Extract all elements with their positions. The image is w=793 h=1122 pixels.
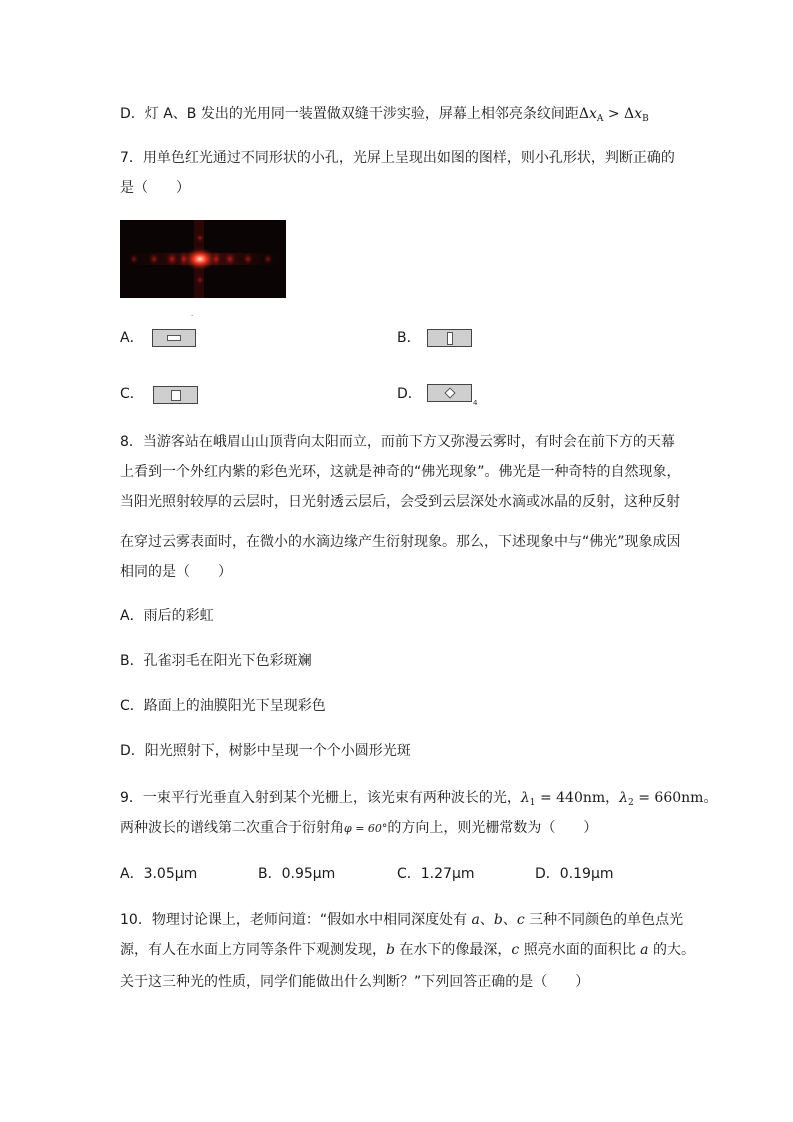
q7-line1: 7．用单色红光通过不同形状的小孔，光屏上呈现出如图的图样，则小孔形状，判断正确的 — [120, 150, 675, 166]
q7-option-d-label: D． — [397, 386, 422, 402]
q10-line2-post: 的大。 — [648, 942, 695, 958]
q9-option-c: C．1.27μm — [397, 866, 475, 882]
lambda-2: λ — [619, 790, 629, 806]
q8-option-c: C．路面上的油膜阳光下呈现彩色 — [120, 698, 326, 714]
q10-line2-mid: 在水下的像最深， — [394, 942, 512, 958]
image-dot: . — [191, 310, 194, 318]
var-a: a — [471, 912, 480, 928]
q9-option-d: D．0.19μm — [535, 866, 614, 882]
q8-option-b: B．孔雀羽毛在阳光下色彩斑斓 — [120, 653, 312, 669]
q8-line1: 8．当游客站在峨眉山山顶背向太阳而立，而前下方又弥漫云雾时，有时会在前下方的天幕 — [120, 434, 675, 450]
vertical-slit-hole — [447, 332, 453, 345]
lambda-1-sub: 1 — [529, 798, 536, 808]
gt-delta: > Δ — [603, 106, 635, 122]
q7-option-a-label: A． — [120, 330, 144, 346]
diffraction-pattern-image — [120, 220, 286, 298]
var-b-2: b — [386, 942, 395, 958]
q10-line3: 关于这三种光的性质，同学们能做出什么判断？”下列回答正确的是（ ） — [120, 974, 590, 990]
var-c: c — [516, 912, 525, 928]
lambda-1-value: = 440nm， — [535, 790, 620, 806]
q9-line2-post: 的方向上，则光栅常数为（ ） — [387, 820, 598, 836]
horizontal-slit-hole — [167, 335, 181, 341]
q10-line1-post: 三种不同颜色的单色点光 — [524, 912, 684, 928]
q10-line1-text: 10．物理讨论课上，老师问道：“假如水中相同深度处有 — [120, 912, 472, 928]
x-var-2: x — [634, 106, 643, 122]
var-c-2: c — [511, 942, 520, 958]
x-var: x — [589, 106, 597, 122]
lambda-1: λ — [520, 790, 530, 806]
q8-line2: 上看到一个外红内紫的彩色光环，这就是神奇的“佛光现象”。佛光是一种奇特的自然现象， — [120, 464, 681, 480]
q7-option-c-shape — [153, 386, 198, 404]
sep-1: 、 — [479, 912, 494, 928]
q8-option-d: D．阳光照射下，树影中呈现一个个小圆形光斑 — [120, 743, 411, 759]
q8-option-a: A．雨后的彩虹 — [120, 608, 214, 624]
q8-line3: 当阳光照射较厚的云层时，日光射透云层后，会受到云层深处水滴或冰晶的反射，这种反射 — [120, 494, 680, 510]
sub-b: B — [642, 114, 649, 124]
q7-option-c-label: C． — [120, 386, 144, 402]
q6-option-d — [120, 104, 649, 129]
delta-symbol: Δ — [578, 106, 589, 122]
lambda-2-value: = 660nm — [633, 790, 704, 806]
square-hole — [171, 390, 181, 401]
q6-option-d-text: D．灯 A、B 发出的光用同一装置做双缝干涉实验，屏幕上相邻亮条纹间距 — [120, 106, 579, 122]
q9-option-b: B．0.95μm — [258, 866, 336, 882]
lambda-2-sub: 2 — [628, 798, 634, 808]
q7-option-a-shape — [152, 329, 196, 347]
q7-option-b-shape — [427, 329, 472, 347]
q7-option-b-label: B． — [397, 330, 421, 346]
q9-line1 — [120, 788, 717, 813]
sub-a: A — [596, 114, 604, 124]
q10-line2-mid2: 照亮水面的面积比 — [519, 942, 641, 958]
q9-line2 — [120, 818, 597, 839]
q7-line2: 是（ ） — [120, 180, 190, 196]
q10-line2-text: 源，有人在水面上方同等条件下观测发现， — [120, 942, 386, 958]
q9-option-a: A．3.05μm — [120, 866, 198, 882]
phi-angle: φ = 60° — [344, 822, 388, 835]
q8-line4: 在穿过云雾表面时，在微小的水滴边缘产生衍射现象。那么，下述现象中与“佛光”现象成因 — [120, 534, 681, 550]
sep-2: 、 — [502, 912, 517, 928]
var-b: b — [493, 912, 503, 928]
diamond-hole — [444, 387, 455, 398]
q9-line2-text: 两种波长的谱线第二次重合于衍射角 — [120, 820, 344, 836]
q7-option-d-shape — [427, 384, 472, 402]
q10-line1 — [120, 910, 683, 930]
var-a-2: a — [640, 942, 649, 958]
diffraction-pattern-svg — [120, 220, 286, 298]
q9-line1-end: 。 — [703, 790, 718, 806]
q10-line2 — [120, 940, 695, 960]
option-d-mark: 4 — [473, 399, 478, 407]
q8-line5: 相同的是（ ） — [120, 564, 232, 580]
q9-line1-text: 9．一束平行光垂直入射到某个光栅上，该光束有两种波长的光， — [120, 790, 521, 806]
